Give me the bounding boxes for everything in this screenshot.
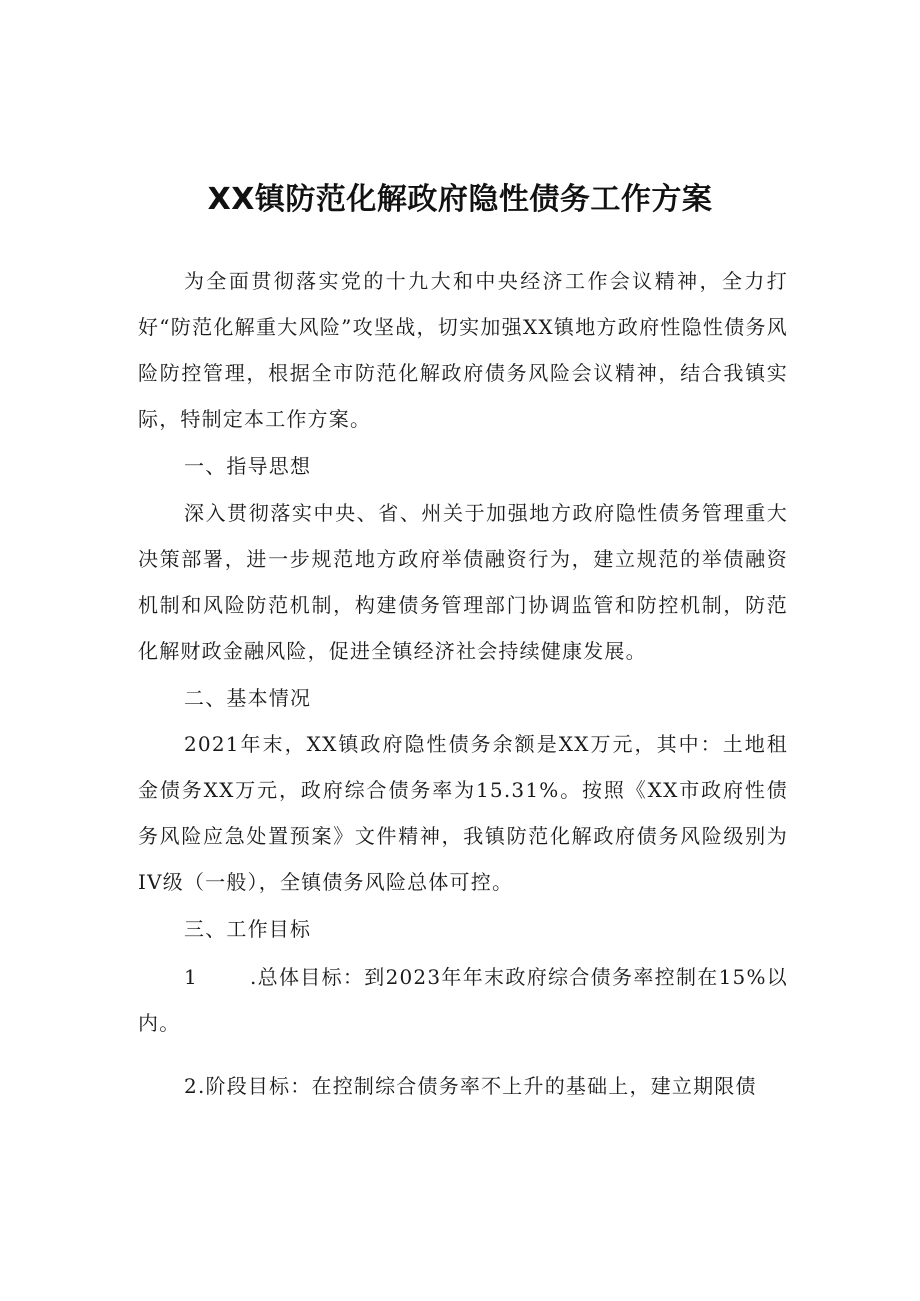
section-heading-work-goals: 三、工作目标 — [184, 917, 312, 941]
section-body-basic-situation: 2021年末，XX镇政府隐性债务余额是XX万元，其中：土地租金债务XX万元，政府综合债务率为15.31%。按照《XX市政府性债务风险应急处置预案》文件精神，我镇防范化解政府债务风险级别为IV级（一般），全镇债务风险总体可控。 — [138, 732, 788, 894]
goal-item-overall — [138, 954, 788, 1046]
section-heading-guiding-thought: 一、指导思想 — [184, 454, 312, 478]
document-title: XX镇防范化解政府隐性债务工作方案 — [207, 182, 713, 217]
section-body-guiding-thought: 深入贯彻落实中央、省、州关于加强地方政府隐性债务管理重大决策部署，进一步规范地方政府举债融资行为，建立规范的举债融资机制和风险防范机制，构建债务管理部门协调监管和防控机制，防范化解财政金融风险，促进全镇经济社会持续健康发展。 — [138, 501, 788, 663]
goal-item-text: .总体目标：到2023年年末政府综合债务率控制在15%以内。 — [138, 965, 788, 1035]
goal-item-stage — [138, 1063, 788, 1109]
section-heading-basic-situation: 二、基本情况 — [184, 686, 312, 710]
goal-item-number: 2 — [184, 1074, 198, 1098]
intro-paragraph: 为全面贯彻落实党的十九大和中央经济工作会议精神，全力打好“防范化解重大风险”攻坚战，切实加强XX镇地方政府性隐性债务风险防控管理，根据全市防范化解政府债务风险会议精神，结合我镇实际，特制定本工作方案。 — [138, 269, 788, 431]
goal-item-text: .阶段目标：在控制综合债务率不上升的基础上，建立期限债 — [197, 1074, 757, 1098]
goal-item-number: 1 — [184, 965, 198, 989]
